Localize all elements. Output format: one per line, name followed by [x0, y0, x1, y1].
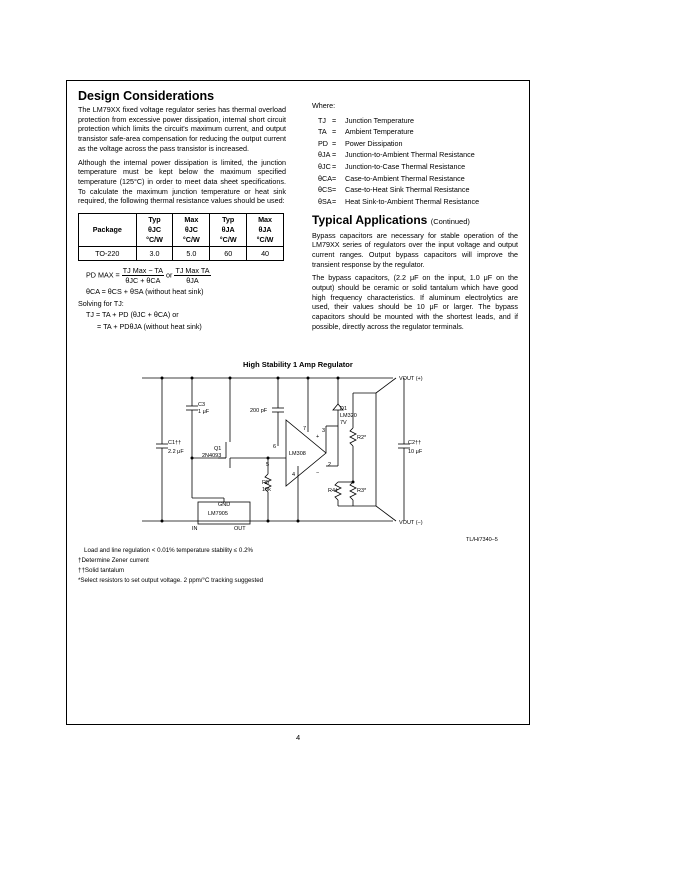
definition-row	[318, 116, 518, 126]
c200-label: 200 pF	[250, 408, 268, 414]
definition-text: Ambient Temperature	[345, 127, 414, 137]
r5-value: 10k	[262, 487, 271, 493]
pin-6: 6	[273, 444, 277, 450]
definition-equals: =	[332, 127, 337, 137]
d1-label: D1	[340, 406, 348, 412]
c3-label: C3	[198, 402, 206, 408]
definition-symbol: θJC	[318, 162, 331, 172]
q1-value: 2N4093	[202, 453, 222, 459]
plus-sign: +	[316, 434, 320, 440]
definitions-list	[312, 116, 518, 207]
vout-pos-lead	[376, 378, 396, 393]
definition-equals: =	[332, 138, 337, 148]
right-column	[312, 101, 518, 336]
design-considerations-heading: Design Considerations	[78, 89, 215, 103]
table-header-row	[79, 214, 284, 247]
eq-denominator-2: θJA	[186, 276, 199, 286]
table-cell: 60	[210, 247, 247, 261]
note: ††Solid tantalum	[78, 567, 125, 574]
definition-text: Junction-to-Ambient Thermal Resistance	[345, 150, 475, 160]
pin-2: 2	[328, 462, 332, 468]
table-header-max-ja: Max θJA °C/W	[247, 214, 284, 247]
figure-reference: TL/H/7340–5	[466, 537, 498, 543]
definition-row	[318, 197, 518, 207]
c3-value: 1 μF	[198, 409, 210, 415]
definition-text: Power Dissipation	[345, 138, 403, 148]
definition-equals: =	[332, 173, 337, 183]
typical-applications-heading: Typical Applications (Continued)	[312, 212, 470, 227]
table-cell: 40	[247, 247, 284, 261]
definition-symbol: θJA	[318, 150, 331, 160]
definition-row	[318, 127, 518, 137]
definition-equals: =	[332, 185, 337, 195]
r2-label: R2*	[357, 435, 367, 441]
definition-row	[318, 174, 518, 184]
gnd-label: GND	[218, 502, 231, 508]
opamp-label: LM308	[289, 451, 306, 457]
tj-equation-2: = TA + PDθJA (without heat sink)	[97, 322, 202, 332]
r3-label: R3*	[357, 488, 367, 494]
d1-value: LM320	[340, 413, 357, 419]
note: †Determine Zener current	[78, 557, 149, 564]
eq-or: or	[166, 270, 173, 280]
definition-symbol: θCA	[318, 173, 332, 183]
junction-dots	[161, 377, 355, 523]
regulator-schematic	[138, 358, 458, 548]
figure-notes	[78, 546, 263, 586]
definition-text: Case-to-Ambient Thermal Resistance	[345, 173, 465, 183]
design-paragraph-1: The LM79XX fixed voltage regulator series has thermal overload protection from excessive power dissipation, internal short circuit protection which limits the circuit's maximum current, and output transistor safe-area compensation for reducing the output current as the voltage across the pass transistor is increased.	[78, 105, 286, 153]
vout-pos-label: VOUT (+)	[399, 376, 423, 382]
applications-paragraph-2: The bypass capacitors, (2.2 μF on the input, 1.0 μF on the output) should be ceramic or solid tantalum which have good high frequency characteristics. If aluminum electrolytics are used, their values should be 10 μF or larger. The bypass capacitors should be mounted with the shortest leads, and if possible, directly across the regulator terminals.	[312, 273, 518, 331]
eq-numerator-1: TJ Max − TA	[122, 266, 164, 276]
left-column	[78, 89, 286, 332]
design-paragraph-2: Although the internal power dissipation is limited, the junction temperature must be kept below the maximum specified temperature (125°C) in order to meet data sheet specifications. To calculate the maximum junction temperature or heat sink required, the following thermal resistance values should be used:	[78, 157, 286, 206]
theta-ca-equation: θCA = θCS + θSA (without heat sink)	[86, 287, 204, 297]
lm7905-label: LM7905	[208, 511, 228, 517]
q1-label: Q1	[214, 446, 222, 452]
table-cell: TO-220	[79, 247, 137, 261]
definition-symbol: θCS	[318, 185, 332, 195]
definition-row	[318, 150, 518, 160]
definition-text: Heat Sink-to-Ambient Thermal Resistance	[345, 196, 480, 206]
eq-denominator-1: θJC + θCA	[125, 276, 161, 286]
in-label: IN	[192, 526, 198, 532]
vout-neg-label: VOUT (−)	[399, 520, 423, 526]
note: Load and line regulation < 0.01% temperature stability ≤ 0.2%	[84, 547, 254, 554]
definition-row	[318, 185, 518, 195]
note: *Select resistors to set output voltage. 2 ppm/°C tracking suggested	[78, 577, 264, 584]
definition-symbol: TJ	[318, 115, 326, 125]
definition-row	[318, 139, 518, 149]
pin-3: 3	[322, 428, 326, 434]
c2-label: C2††	[408, 440, 422, 446]
eq-fraction-1	[122, 266, 164, 285]
definition-text: Case-to-Heat Sink Thermal Resistance	[345, 185, 470, 195]
minus-sign: −	[316, 470, 320, 476]
pin-5: 5	[266, 462, 270, 468]
c2-value: 10 μF	[408, 449, 423, 455]
definition-equals: =	[332, 162, 337, 172]
out-label: OUT	[234, 526, 246, 532]
r2-resistor	[350, 428, 356, 446]
pin-7: 7	[303, 426, 307, 432]
table-header-typ-jc: Typ θJC °C/W	[136, 214, 173, 247]
d1-voltage: 7V	[340, 420, 347, 426]
definition-equals: =	[332, 196, 337, 206]
definition-text: Junction-to-Case Thermal Resistance	[345, 162, 466, 172]
r3-resistor	[350, 482, 356, 500]
c1-value: 2.2 μF	[168, 449, 184, 455]
pin-4: 4	[292, 472, 296, 478]
eq-fraction-2	[174, 266, 210, 285]
definition-symbol: TA	[318, 127, 327, 137]
c1-label: C1††	[168, 440, 182, 446]
definition-symbol: θSA	[318, 196, 332, 206]
pd-max-equation	[86, 266, 286, 285]
figure-caption: High Stability 1 Amp Regulator	[243, 360, 353, 369]
table-cell: 5.0	[173, 247, 210, 261]
thermal-resistance-table	[78, 213, 284, 261]
table-header-package: Package	[79, 214, 137, 247]
definition-row	[318, 162, 518, 172]
eq-numerator-2: TJ Max TA	[175, 266, 210, 276]
definition-symbol: PD	[318, 138, 328, 148]
r5-label: R5	[262, 480, 270, 486]
applications-paragraph-1: Bypass capacitors are necessary for stable operation of the LM79XX series of regulators over the input voltage and output current ranges. Output bypass capacitors will improve the transient response by the regulator.	[312, 230, 518, 269]
table-header-typ-ja: Typ θJA °C/W	[210, 214, 247, 247]
solving-label: Solving for TJ:	[78, 298, 124, 308]
eq-lhs: PD MAX =	[86, 270, 120, 280]
definition-text: Junction Temperature	[345, 115, 414, 125]
definition-equals: =	[332, 115, 337, 125]
tj-equation-1: TJ = TA + PD (θJC + θCA) or	[86, 310, 179, 320]
table-header-max-jc: Max θJC °C/W	[173, 214, 210, 247]
vout-neg-lead	[376, 506, 396, 521]
page-number: 4	[296, 733, 301, 742]
where-label: Where:	[312, 101, 336, 110]
definition-equals: =	[332, 150, 337, 160]
table-row	[79, 247, 284, 261]
table-cell: 3.0	[136, 247, 173, 261]
r4-label: R4†	[328, 488, 339, 494]
